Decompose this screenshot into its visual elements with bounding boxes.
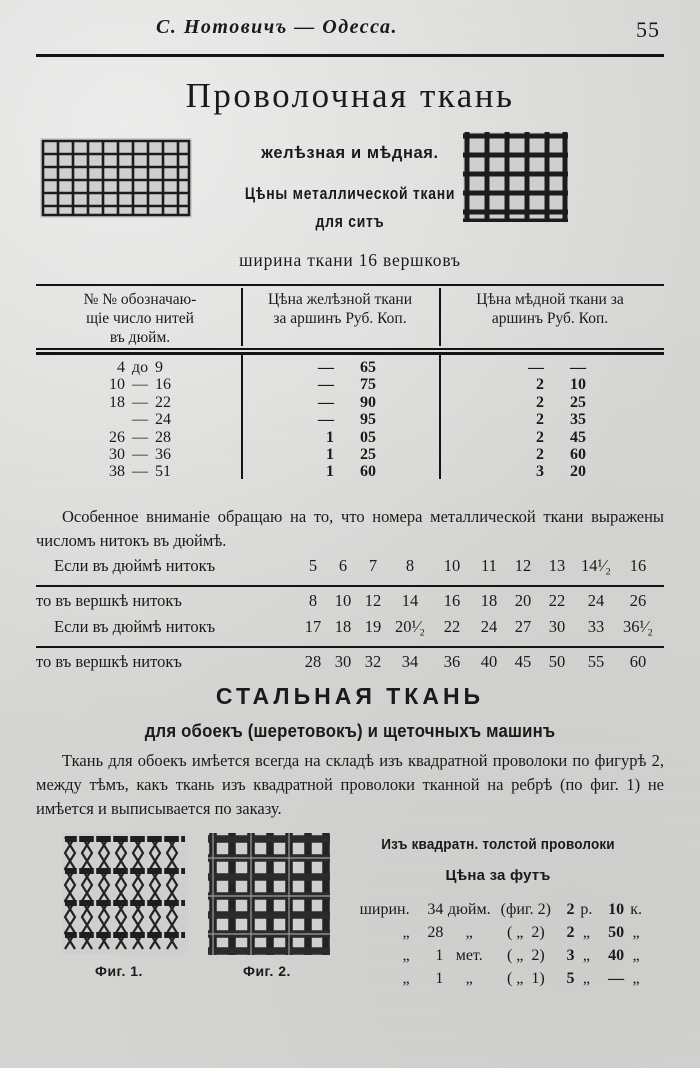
table-row: 1 05 xyxy=(326,428,376,446)
figure-2-caption: Фиг. 2. xyxy=(243,963,291,979)
conversion-table xyxy=(36,556,664,678)
conv-values-inch-2 xyxy=(298,617,658,637)
conv-value: 36 xyxy=(443,652,461,671)
table-row: 1 60 xyxy=(326,463,376,481)
conv-value: 13 xyxy=(548,556,566,575)
body-divider-2 xyxy=(439,355,441,479)
conv-value: 30 xyxy=(334,652,352,671)
conv-value: 5 xyxy=(308,556,318,575)
conv-value: 22 xyxy=(548,591,566,610)
conv-value: 17 xyxy=(304,617,322,636)
conv-value: 10 xyxy=(443,556,461,575)
conv-value: 12 xyxy=(364,591,382,610)
conv-value: 24 xyxy=(587,591,605,610)
conv-value: 32 xyxy=(364,652,382,671)
conv-row-inch-2 xyxy=(36,617,664,643)
steel-paragraph xyxy=(36,749,664,821)
conv-value: 28 xyxy=(304,652,322,671)
page-title: Проволочная ткань xyxy=(185,76,515,115)
subtitle-material: желѣзная и мѣдная. xyxy=(261,144,439,162)
bottom-price-row: ширин. 34 дюйм. (фиг. 2) 2 р. 10 к. xyxy=(359,901,642,918)
table-row: — 90 xyxy=(318,393,376,411)
conv-value: 50 xyxy=(548,652,566,671)
conv-value: 36¹⁄₂ xyxy=(623,617,653,636)
subtitle-prices: Цѣны металлической ткани xyxy=(244,184,456,203)
steel-paragraph-text: Ткань для обоекъ имѣется всегда на складѣ изъ квадратной проволоки по фигурѣ 2, между тѣмъ, какъ ткань изъ квадратной проволоки тканной на ребрѣ (по фиг. 1) не имѣется и выписывается по заказу. xyxy=(36,751,664,818)
column-header-iron-price: Цѣна желѣзной ткани за аршинъ Руб. Коп. xyxy=(267,291,413,327)
conv-value: 10 xyxy=(334,591,352,610)
conv-values-inch-1 xyxy=(298,556,658,576)
conv-value: 40 xyxy=(480,652,498,671)
conv-value: 14 xyxy=(401,591,419,610)
conv-value: 18 xyxy=(334,617,352,636)
table-row: — 24 xyxy=(132,411,171,429)
table-row: — 75 xyxy=(318,376,376,394)
conv-value: 7 xyxy=(368,556,378,575)
conv-value: 24 xyxy=(480,617,498,636)
table-row: 2 10 xyxy=(536,376,586,394)
table-row: 3 20 xyxy=(536,463,586,481)
bottom-price-title: Изъ квадратн. толстой проволоки xyxy=(381,836,615,853)
header-divider-1 xyxy=(241,288,243,346)
steel-section-subtitle: для обоекъ (шеретовокъ) и щеточныхъ машинъ xyxy=(144,721,556,741)
conv-value: 6 xyxy=(338,556,348,575)
column-thread-ranges xyxy=(44,359,236,481)
conv-row-inch-1 xyxy=(36,556,664,582)
column-header-numbers: № № обозначаю- щіе число нитей въ дюйм. xyxy=(83,291,197,346)
conv-rule-1 xyxy=(36,585,664,587)
conv-values-vershok-1 xyxy=(298,591,658,611)
conv-value: 18 xyxy=(480,591,498,610)
conv-value: 60 xyxy=(629,652,647,671)
bottom-price-rows xyxy=(348,898,648,990)
running-title: С. Нотовичъ — Одесса. xyxy=(156,16,398,38)
conv-value: 30 xyxy=(548,617,566,636)
conv-value: 16 xyxy=(629,556,647,575)
conv-value: 14¹⁄₂ xyxy=(581,556,611,575)
conv-value: 8 xyxy=(405,556,415,575)
conv-value: 8 xyxy=(308,591,318,610)
bottom-price-row: „ 1 „ ( „ 1) 5 „ — „ xyxy=(402,970,640,987)
figure-2-square-weave-illustration xyxy=(208,833,330,955)
table-row: 18 — 22 xyxy=(109,393,171,411)
conv-label-vershok-2: то въ вершкѣ нитокъ xyxy=(36,652,182,671)
conv-value: 11 xyxy=(481,556,497,575)
column-iron-prices xyxy=(246,359,434,481)
table-row: 38 — 51 xyxy=(109,463,171,481)
header-divider-2 xyxy=(439,288,441,346)
page-number: 55 xyxy=(636,17,660,42)
subtitle-width: ширина ткани 16 вершковъ xyxy=(239,250,461,270)
conv-label-inch-1: Если въ дюймѣ нитокъ xyxy=(54,556,216,575)
conv-label-vershok-1: то въ вершкѣ нитокъ xyxy=(36,591,182,610)
conv-value: 22 xyxy=(443,617,461,636)
table-body xyxy=(36,355,664,479)
conv-value: 27 xyxy=(514,617,532,636)
conv-value: 26 xyxy=(629,591,647,610)
conv-value: 16 xyxy=(443,591,461,610)
table-row: 4 до 9 xyxy=(117,359,163,376)
conv-value: 20 xyxy=(514,591,532,610)
conv-row-vershok-1 xyxy=(36,591,664,617)
price-table xyxy=(36,284,664,479)
table-row: — 95 xyxy=(318,411,376,429)
conv-values-vershok-2 xyxy=(298,652,658,672)
figure-1-ribbed-weave-illustration xyxy=(63,833,188,955)
conv-value: 55 xyxy=(587,652,605,671)
table-row: 2 45 xyxy=(536,428,586,446)
table-row: 10 — 16 xyxy=(109,376,171,394)
note-paragraph xyxy=(36,505,664,553)
conv-row-vershok-2 xyxy=(36,652,664,678)
column-header-copper-price: Цѣна мѣдной ткани за аршинъ Руб. Коп. xyxy=(476,291,624,327)
bottom-price-subtitle: Цѣна за футъ xyxy=(445,867,551,884)
body-divider-1 xyxy=(241,355,243,479)
subtitle-for-sieves: для ситъ xyxy=(315,212,385,231)
figure-1-caption: Фиг. 1. xyxy=(95,963,143,979)
steel-section-title: СТАЛЬНАЯ ТКАНЬ xyxy=(215,683,485,709)
table-row: — — xyxy=(528,359,586,376)
bottom-price-row: „ 28 „ ( „ 2) 2 „ 50 „ xyxy=(402,924,640,941)
conv-value: 45 xyxy=(514,652,532,671)
conv-value: 20¹⁄₂ xyxy=(395,617,425,636)
bottom-price-block xyxy=(348,836,648,990)
bottom-price-row: „ 1 мет. ( „ 2) 3 „ 40 „ xyxy=(402,947,640,964)
conv-value: 19 xyxy=(364,617,382,636)
table-row: 2 60 xyxy=(536,446,586,464)
table-row: 2 25 xyxy=(536,393,586,411)
table-mid-rule-a xyxy=(36,348,664,350)
note-paragraph-text: Особенное вниманіе обращаю на то, что номера металлической ткани выражены числомъ нитокъ въ дюймѣ. xyxy=(36,507,664,550)
header-rule xyxy=(36,54,664,57)
table-header-row xyxy=(36,286,664,348)
table-row: 30 — 36 xyxy=(109,446,171,464)
conv-value: 12 xyxy=(514,556,532,575)
conv-rule-2 xyxy=(36,646,664,648)
conv-label-inch-2: Если въ дюймѣ нитокъ xyxy=(54,617,216,636)
table-row: 2 35 xyxy=(536,411,586,429)
conv-value: 33 xyxy=(587,617,605,636)
column-copper-prices xyxy=(444,359,656,481)
table-row: 1 25 xyxy=(326,446,376,464)
table-row: 26 — 28 xyxy=(109,428,171,446)
conv-value: 34 xyxy=(401,652,419,671)
table-row: — 65 xyxy=(318,359,376,376)
